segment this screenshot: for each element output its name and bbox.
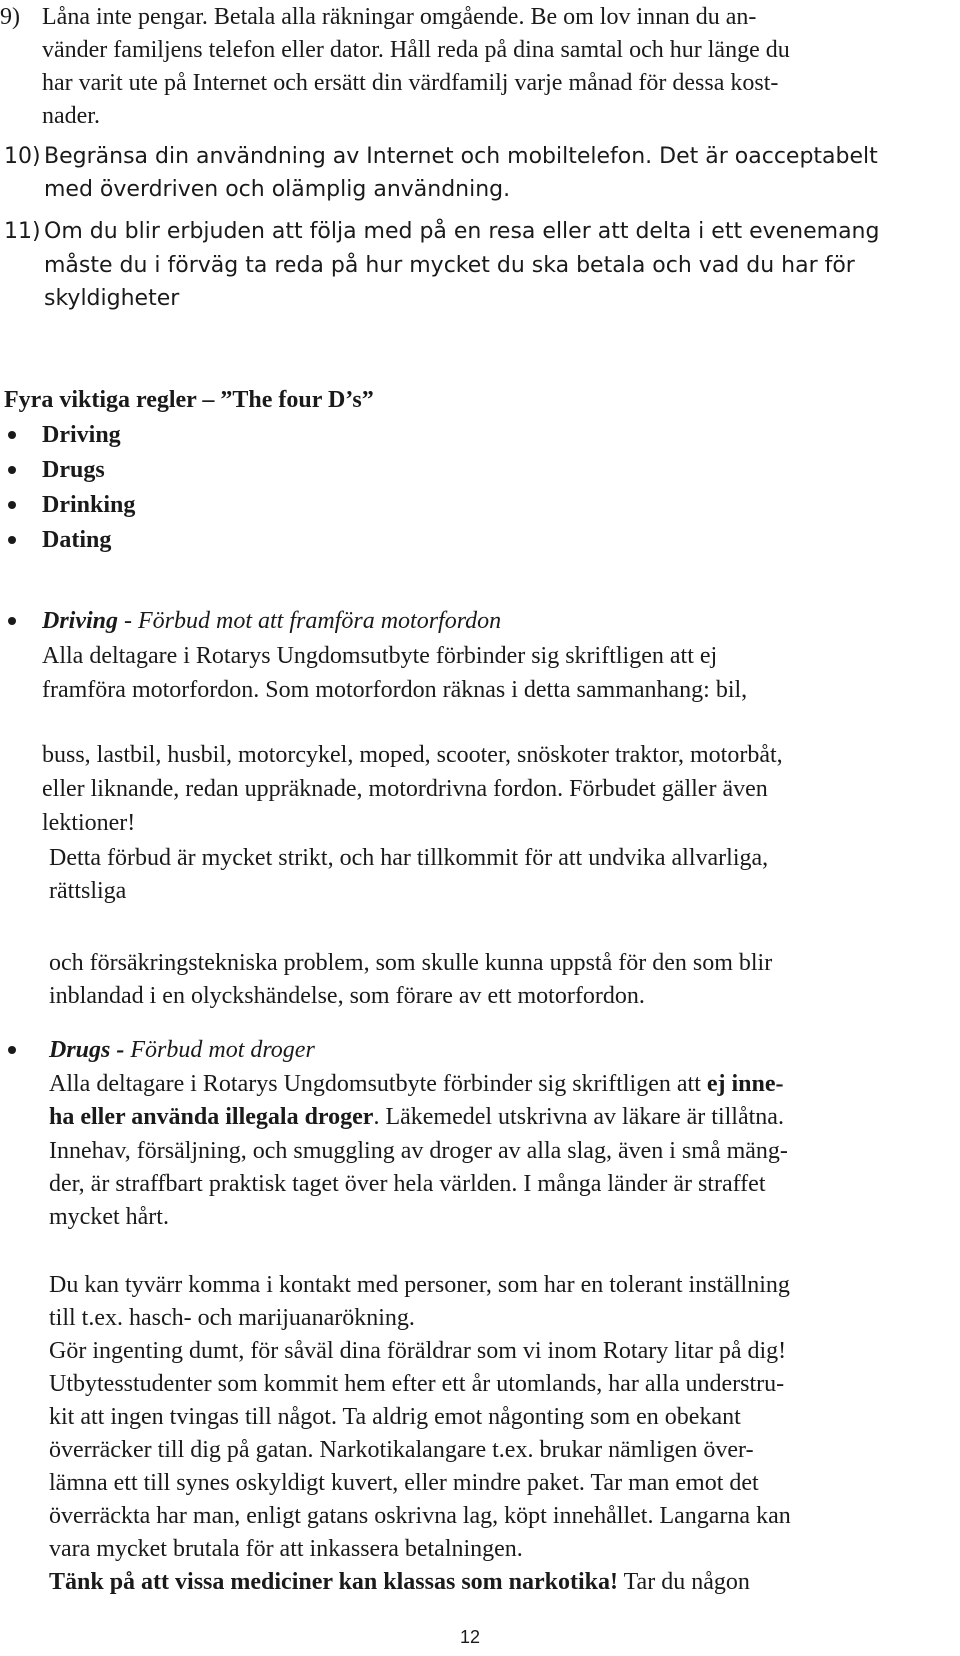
item-11-line: måste du i förväg ta reda på hur mycket du ska betala och vad du har för [44,253,855,278]
drugs-line: Utbytesstudenter som kommit hem efter ett år utomlands, har alla understru- [49,1371,785,1397]
drugs-line: Innehav, försäljning, och smuggling av droger av alla slag, även i små mäng- [49,1138,788,1164]
item-9-number: 9) [0,4,20,30]
item-9-line: nader. [42,103,100,129]
rules-list-item: Dating [42,527,112,553]
driving-term: Driving [42,608,119,634]
drugs-text: . Läkemedel utskrivna av läkare är tillåtna. [373,1104,784,1130]
page-number: 12 [460,1627,481,1647]
drugs-line: Gör ingenting dumt, för såväl dina föräldrar som vi inom Rotary litar på dig! [49,1338,787,1364]
drugs-term: Drugs - [49,1037,125,1063]
item-9-line: har varit ute på Internet och ersätt din värdfamilj varje månad för dessa kost- [42,70,779,96]
driving-line: buss, lastbil, husbil, motorcykel, moped, scooter, snöskoter traktor, motorbåt, [42,742,783,768]
driving-line: lektioner! [42,810,136,836]
drugs-line: lämna ett till synes oskyldigt kuvert, eller mindre paket. Tar man emot det [49,1470,759,1496]
drugs-text: Tar du någon [618,1569,750,1595]
drugs-line: vara mycket brutala för att inkassera betalningen. [49,1536,523,1562]
item-11-line: skyldigheter [44,286,180,311]
bullet-icon [8,501,16,509]
drugs-line [49,1100,784,1134]
drugs-line: der, är straffbart praktisk taget över hela världen. I många länder är straffet [49,1171,766,1197]
item-11-line: Om du blir erbjuden att följa med på en resa eller att delta i ett evenemang [44,219,880,244]
drugs-line: Du kan tyvärr komma i kontakt med personer, som har en tolerant inställning [49,1272,790,1298]
driving-line: Detta förbud är mycket strikt, och har tillkommit för att undvika allvarliga, [49,845,769,871]
drugs-line: överräcker till dig på gatan. Narkotikalangare t.ex. brukar nämligen över- [49,1437,754,1463]
drugs-bold-text: ej inne- [706,1071,784,1097]
item-10-line: Begränsa din användning av Internet och mobiltelefon. Det är oacceptabelt [44,144,878,169]
item-10-number: 10) [4,144,41,169]
rules-list-item: Drugs [42,457,105,483]
rules-list-item: Driving [42,422,121,448]
item-9-line: vänder familjens telefon eller dator. Håll reda på dina samtal och hur länge du [42,37,790,63]
drugs-bold-text: Tänk på att vissa mediciner kan klassas som narkotika! [49,1569,618,1595]
drugs-line: överräckta har man, enligt gatans oskrivna lag, köpt innehållet. Langarna kan [49,1503,791,1529]
bullet-icon [8,431,16,439]
item-10-line: med överdriven och olämplig användning. [44,177,511,202]
driving-line: Alla deltagare i Rotarys Ungdomsutbyte förbinder sig skriftligen att ej [42,643,718,669]
drugs-text: Alla deltagare i Rotarys Ungdomsutbyte förbinder sig skriftligen att [49,1071,707,1097]
rules-list-item: Drinking [42,492,136,518]
driving-line: framföra motorfordon. Som motorfordon räknas i detta sammanhang: bil, [42,677,748,703]
driving-subtitle: - Förbud mot att framföra motorfordon [118,608,502,634]
drugs-line: kit att ingen tvingas till något. Ta aldrig emot någonting som en obekant [49,1404,741,1430]
driving-line: och försäkringstekniska problem, som skulle kunna uppstå för den som blir [49,950,773,976]
bullet-icon [8,536,16,544]
driving-line: rättsliga [49,878,127,904]
drugs-bold-text: ha eller använda illegala droger [49,1104,374,1130]
bullet-icon [8,1046,16,1054]
drugs-heading [49,1033,315,1067]
rules-heading: Fyra viktiga regler – ”The four D’s” [4,387,374,413]
driving-line: inblandad i en olyckshändelse, som förare av ett motorfordon. [49,983,645,1009]
driving-heading [42,604,501,638]
driving-line: eller liknande, redan uppräknade, motordrivna fordon. Förbudet gäller även [42,776,768,802]
bullet-icon [8,617,16,625]
item-11-number: 11) [4,219,41,244]
drugs-line [49,1067,784,1101]
drugs-line: till t.ex. hasch- och marijuanarökning. [49,1305,415,1331]
drugs-line [49,1565,750,1599]
drugs-subtitle: Förbud mot droger [124,1037,315,1063]
drugs-line: mycket hårt. [49,1204,169,1230]
item-9-line: Låna inte pengar. Betala alla räkningar omgående. Be om lov innan du an- [42,4,757,30]
bullet-icon [8,466,16,474]
